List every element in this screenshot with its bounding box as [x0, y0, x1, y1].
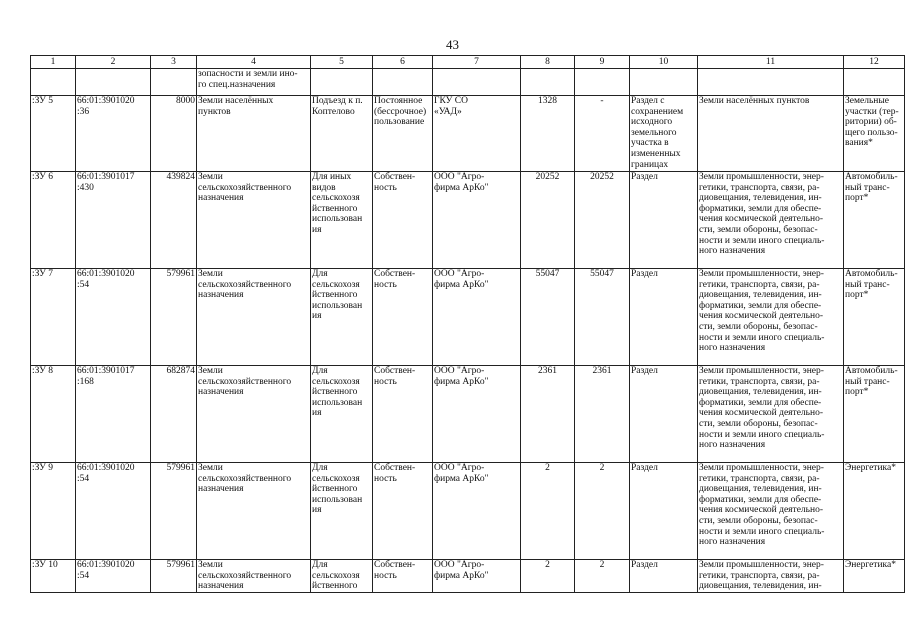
column-header: 1: [31, 56, 76, 69]
holder-cell: ООО "Агро- фирма АрКо": [433, 463, 521, 560]
column-header: 2: [76, 56, 151, 69]
plot-id-cell: :ЗУ 10: [31, 560, 76, 593]
holder-cell: ООО "Агро- фирма АрКо": [433, 269, 521, 366]
permitted-use-cell: Для иных видов сельскохозя йственного использован ия: [311, 172, 373, 269]
permitted-use-cell: Для сельскохозя йственного использован ия: [311, 366, 373, 463]
formed-area-cell: 2: [521, 463, 575, 560]
method-cell: Раздел: [630, 172, 698, 269]
target-category-cell: Земли промышленности, энер- гетики, транспорта, связи, ра- диовещания, телевидения, ин- форматики, земли для обеспе- чения космической деятельно- сти, земли обороны, безопас- ности и земли иного специаль- ного назначения: [698, 463, 844, 560]
source-area-cell: 579961: [151, 269, 197, 366]
target-category-cell: Земли населённых пунктов: [698, 96, 844, 172]
target-category-cell: Земли промышленности, энер- гетики, транспорта, связи, ра- диовещания, телевидения, ин- форматики, земли для обеспе- чения космической деятельно- сти, земли обороны, безопас- ности и земли иного специаль- ного назначения: [698, 269, 844, 366]
column-header: 7: [433, 56, 521, 69]
land-category-cell: Земли населённых пунктов: [197, 96, 311, 172]
table-row: [31, 172, 905, 269]
permitted-use-cell: Подъезд к п. Коптелово: [311, 96, 373, 172]
method-cell: Раздел: [630, 366, 698, 463]
right-type-cell: Собствен- ность: [373, 463, 433, 560]
source-area-cell: 682874: [151, 366, 197, 463]
use-type-cell: Автомобиль- ный транс- порт*: [844, 366, 905, 463]
plot-id-cell: :ЗУ 7: [31, 269, 76, 366]
table-row: [31, 269, 905, 366]
permitted-use-cell: Для сельскохозя йственного использован ия: [311, 463, 373, 560]
land-category-cell: Земли сельскохозяйственного назначения: [197, 269, 311, 366]
holder-cell: ООО "Агро- фирма АрКо": [433, 172, 521, 269]
right-type-cell: Собствен- ность: [373, 366, 433, 463]
holder-cell: ООО "Агро- фирма АрКо": [433, 366, 521, 463]
source-area-cell: 8000: [151, 96, 197, 172]
permitted-use-cell: Для сельскохозя йственного использован ия: [311, 269, 373, 366]
cadastral-number-cell: 66:01:3901017 :430: [76, 172, 151, 269]
cadastral-number-cell: 66:01:3901020 :36: [76, 96, 151, 172]
permitted-use-cell: Для сельскохозя йственного: [311, 560, 373, 593]
method-cell: Раздел: [630, 560, 698, 593]
column-header: 11: [698, 56, 844, 69]
source-area-cell: 579961: [151, 560, 197, 593]
plot-id-cell: :ЗУ 9: [31, 463, 76, 560]
right-type-cell: Собствен- ность: [373, 269, 433, 366]
use-type-cell: Энергетика*: [844, 463, 905, 560]
cadastral-number-cell: 66:01:3901020 :54: [76, 269, 151, 366]
column-number-row: [31, 56, 905, 69]
method-cell: Раздел: [630, 463, 698, 560]
land-category-cell: Земли сельскохозяйственного назначения: [197, 172, 311, 269]
table-row: [31, 96, 905, 172]
column-header: 8: [521, 56, 575, 69]
area-cell: -: [575, 96, 630, 172]
cadastral-number-cell: 66:01:3901020 :54: [76, 560, 151, 593]
cadastral-number-cell: 66:01:3901017 :168: [76, 366, 151, 463]
plot-id-cell: :ЗУ 5: [31, 96, 76, 172]
column-header: 5: [311, 56, 373, 69]
right-type-cell: Собствен- ность: [373, 560, 433, 593]
column-header: 3: [151, 56, 197, 69]
formed-area-cell: 20252: [521, 172, 575, 269]
area-cell: 2361: [575, 366, 630, 463]
target-category-cell: Земли промышленности, энер- гетики, транспорта, связи, ра- диовещания, телевидения, ин- форматики, земли для обеспе- чения космической деятельно- сти, земли обороны, безопас- ности и земли иного специаль- ного назначения: [698, 172, 844, 269]
land-category-cell: Земли сельскохозяйственного назначения: [197, 560, 311, 593]
area-cell: 2: [575, 463, 630, 560]
formed-area-cell: 1328: [521, 96, 575, 172]
method-cell: Раздел с сохранением исходного земельного участка в измененных границах: [630, 96, 698, 172]
right-type-cell: Собствен- ность: [373, 172, 433, 269]
plot-id-cell: :ЗУ 8: [31, 366, 76, 463]
formed-area-cell: 2: [521, 560, 575, 593]
target-category-cell: Земли промышленности, энер- гетики, транспорта, связи, ра- диовещания, телевидения, ин- форматики, земли для обеспе- чения космической деятельно- сти, земли обороны, безопас- ности и земли иного специаль- ного назначения: [698, 366, 844, 463]
column-header: 4: [197, 56, 311, 69]
source-area-cell: 439824: [151, 172, 197, 269]
use-type-cell: Автомобиль- ный транс- порт*: [844, 269, 905, 366]
column-header: 10: [630, 56, 698, 69]
method-cell: Раздел: [630, 269, 698, 366]
target-category-cell: Земли промышленности, энер- гетики, транспорта, связи, ра- диовещания, телевидения, ин-: [698, 560, 844, 593]
area-cell: 2: [575, 560, 630, 593]
continuation-row: [31, 69, 905, 96]
column-header: 12: [844, 56, 905, 69]
holder-cell: ГКУ СО «УАД»: [433, 96, 521, 172]
table-row: [31, 463, 905, 560]
area-cell: 55047: [575, 269, 630, 366]
use-type-cell: Автомобиль- ный транс- порт*: [844, 172, 905, 269]
cadastral-number-cell: 66:01:3901020 :54: [76, 463, 151, 560]
column-header: 9: [575, 56, 630, 69]
right-type-cell: Постоянное (бессрочное) пользование: [373, 96, 433, 172]
use-type-cell: Земельные участки (тер- ритории) об- щего пользо- вания*: [844, 96, 905, 172]
area-cell: 20252: [575, 172, 630, 269]
land-plots-table: [30, 55, 905, 593]
formed-area-cell: 2361: [521, 366, 575, 463]
land-category-cell: Земли сельскохозяйственного назначения: [197, 463, 311, 560]
formed-area-cell: 55047: [521, 269, 575, 366]
source-area-cell: 579961: [151, 463, 197, 560]
table-row: [31, 366, 905, 463]
page-number: 43: [446, 37, 459, 52]
holder-cell: ООО "Агро- фирма АрКо": [433, 560, 521, 593]
land-category-cell: зопасности и земли ино- го спец.назначения: [197, 69, 311, 96]
plot-id-cell: :ЗУ 6: [31, 172, 76, 269]
table-row: [31, 560, 905, 593]
column-header: 6: [373, 56, 433, 69]
use-type-cell: Энергетика*: [844, 560, 905, 593]
land-category-cell: Земли сельскохозяйственного назначения: [197, 366, 311, 463]
